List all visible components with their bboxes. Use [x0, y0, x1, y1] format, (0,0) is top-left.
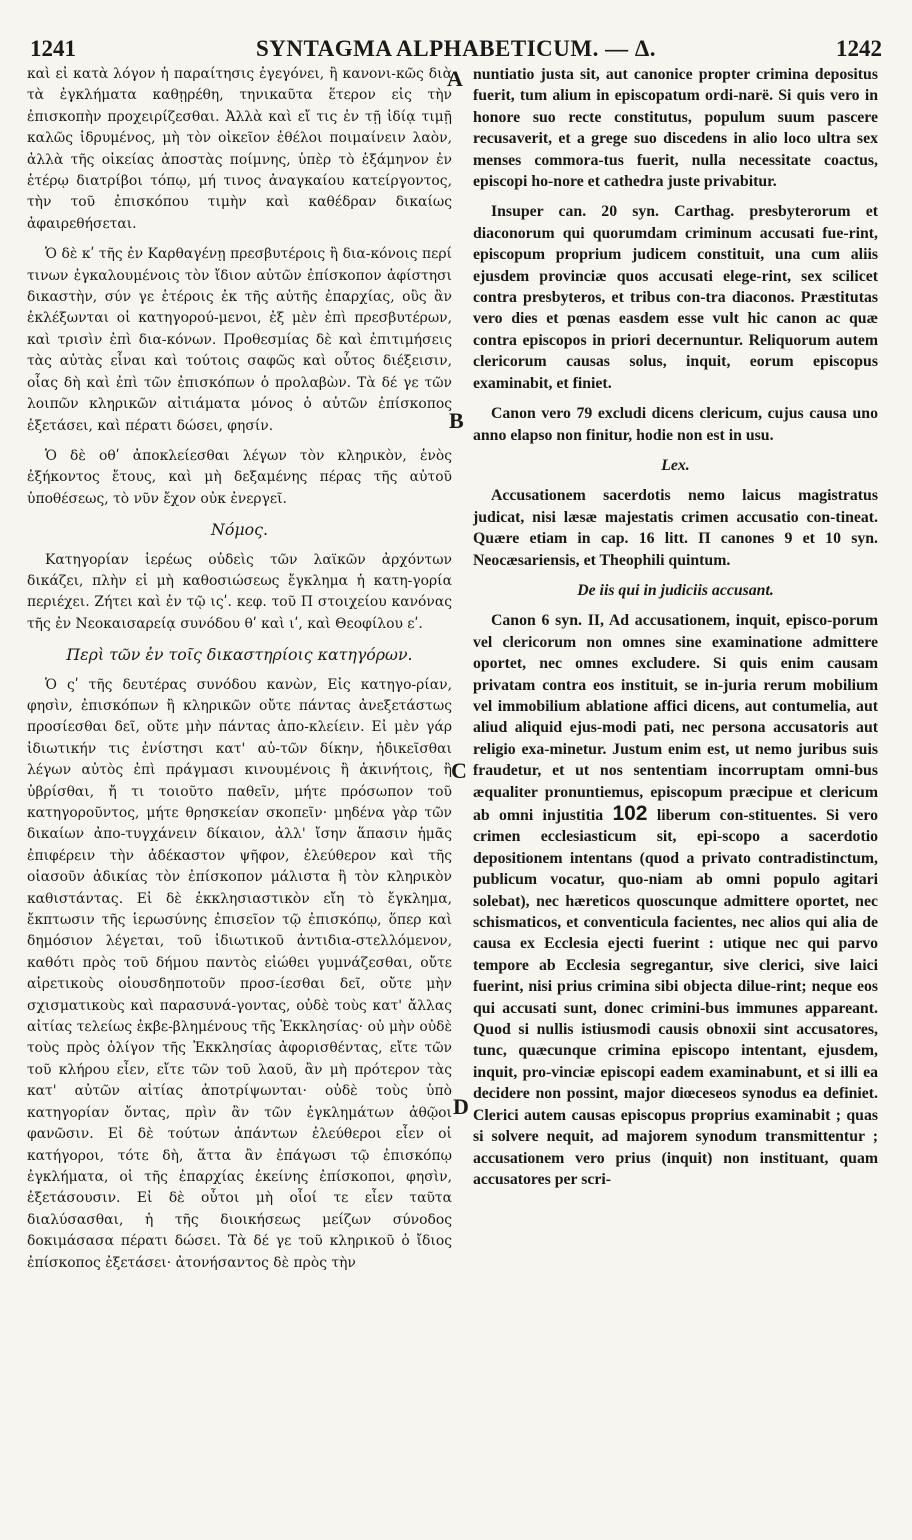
latin-heading-accusers: De iis qui in judiciis accusant. — [577, 581, 774, 599]
greek-paragraph-1: καὶ εἰ κατὰ λόγον ἡ παραίτησις ἐγεγόνει, ἢ κανονι-κῶς διὰ τὰ ἐγκλήματα καθῃρέθη, τηνικαῦτα ἕτερον εἰς τὴν ἐπισκοπὴν προχειρίζεσθαι. Ἀλλὰ καὶ εἴ τις ἐν τῇ ἰδίᾳ τιμῇ καλῶς ἱδρυμένος, μὴ τὸν οἰκεῖον ἐθέλοι ποιμαίνειν λαὸν, ἀλλὰ τῆς οἰκείας ἀποστὰς ποίμνης, ὑπὲρ τὸ ἑξάμηνον ἐν ἑτέρῳ διατρίβοι τόπῳ, μή τινος ἀναγκαίου κατείργοντος, τὴν τοῦ ἐπισκόπου τιμὴν καὶ καθέδραν δικαίως ἀφαιρεθήσεται. — [27, 66, 452, 232]
latin-paragraph-5a: Canon 6 syn. II, Ad accusationem, inquit, episco-porum vel clericorum non omnes sine examinatione admittere oportet, nec omnes excludere. Si quis enim causam privatam contra eos instituit, se in-juria rerum mobilium vel immobilium ablatione affici dicens, aut contumelia, aut aliud aliquid ejus-modi pati, nec persona accusatoris aut religio exa-minetur. Justum enim est, ut nemo juribus suis fraudetur, et ut nos sententiam incorruptam omni-bus æqualiter pronuntiemus, episcopum præcipue et clericum ab omni injustitia — [473, 612, 878, 824]
greek-paragraph-4: Κατηγορίαν ἱερέως οὐδεὶς τῶν λαϊκῶν ἀρχόντων δικάζει, πλὴν εἰ μὴ καθοσιώσεως ἔγκλημα ἡ κατη-γορία περιέχει. Ζήτει καὶ ἐν τῷ ιςʹ. κεφ. τοῦ Π στοιχείου κανόνας τῆς ἐν Νεοκαισαρείᾳ συνόδου θʹ καὶ ιʹ, καὶ Θεοφίλου εʹ. — [27, 551, 452, 632]
latin-paragraph-5 — [473, 610, 878, 1190]
column-number: 102 — [612, 802, 648, 825]
latin-paragraph-1: nuntiatio justa sit, aut canonice propter crimina depositus fuerit, tum alium in episcopatum ordi-narë. Si quis vero in honore suo recte constitutus, populum suum pascere recusaverit, et a grege suo discedens in alio loco ultra sex menses commora-tus fuerit, nulla necessitate coactus, episcopi ho-nore et cathedra juste privabitur. — [473, 66, 878, 191]
greek-paragraph-2: Ὁ δὲ κʹ τῆς ἐν Καρθαγένῃ πρεσβυτέροις ἢ δια-κόνοις περί τινων ἐγκαλουμένοις τὸν ἴδιον αὐτῶν ἐπίσκοπον ἀφίστησι δικαστὴν, σύν γε ἑτέροις ἐκ τῆς αὐτῆς ἐπαρχίας, οὓς ἂν ἐκλέξωνται οἱ κατηγορού-μενοι, ἐξ μὲν ἐπὶ πρεσβυτέρων, καὶ τρισὶν ἐπὶ δια-κόνων. Προθεσμίας δὲ καὶ ἐπιτιμήσεις τὰς αὐτὰς εἶναι καὶ τούτοις σαφῶς καὶ οὗτος διέξεισιν, οἷας δὴ καὶ ἐπὶ τῶν ἐπισκόπων ὁ προλαβὼν. Τὰ δέ γε τῶν λοιπῶν κληρικῶν αἰτιάματα μόνος ὁ αὐτῶν ἐπίσκοπος ἐξετάσει, καὶ πέρατι δώσει, φησίν. — [27, 246, 452, 434]
latin-paragraph-2: Insuper can. 20 syn. Carthag. presbyterorum et diaconorum qui quorumdam criminum accusati fue-rint, episcopum proprium judicem constituit, una cum aliis ejusdem provinciæ quos accusati elege-rint, sex scilicet contra presbyteros, et tribus con-tra diaconos. Præstitutas vero dies et pœnas easdem esse vult hic canon ac quæ contra episcopos in priori decernuntur. Reliquorum autem clericorum causas solus, inquit, eorum episcopus examinabit, et finiet. — [473, 203, 878, 392]
greek-heading-accusers: Περὶ τῶν ἐν τοῖς δικαστηρίοις κατηγόρων. — [66, 645, 413, 665]
section-marker-d: D — [453, 1094, 469, 1119]
latin-paragraph-4: Accusationem sacerdotis nemo laicus magistratus judicat, nisi læsæ majestatis crimen accusatio con-tineat. Quære etiam in cap. 16 litt. Π canones 9 et 10 syn. Neocæsariensis, et Theophili quintum. — [473, 487, 878, 569]
greek-heading-nomos: Νόμος. — [211, 520, 268, 540]
section-marker-c: C — [451, 758, 467, 783]
running-title: SYNTAGMA ALPHABETICUM. — Δ. — [256, 36, 656, 61]
latin-paragraph-5b: liberum con-stituentes. Si vero crimen ecclesiasticum sit, epi-scopo a sacerdotio depositionem intentans (quod a privato contradistinctum, publicum vocatur, quo-niam ab omni populo agitari solebat), nec hæreticos quoscunque admittere oportet, nec schismaticos, et conventicula facientes, nec alios qui alia de causa ex Ecclesia ejecti fuerint : utique nec qui parvo tempore ab Ecclesia segregantur, sive clerici, sive laici fuerint, nisi prius crimina sibi objecta dilue-rint; neque eos qui accusati sunt, donec crimini-bus immunes appareant. Quod si nullis istiusmodi causis obnoxii sint accusatores, tunc, quæcunque crimina episcopo intentant, ejusdem, inquit, pro-vinciæ episcopi eadem examinabunt, et si illi ea decidere non possint, major diœceseos synodus ea definiet. Clerici autem causas episcopus proprius examinabit ; quas si solvere nequit, ad majorem synodum transmittentur ; accusationem vero prius (inquit) non instituant, quam accusatores per scri- — [473, 807, 878, 1188]
page-number-left: 1241 — [30, 36, 76, 61]
greek-column — [27, 64, 452, 1283]
latin-paragraph-3: Canon vero 79 excludi dicens clericum, cujus causa uno anno elapso non finitur, hodie non est in usu. — [473, 405, 878, 444]
greek-paragraph-3: Ὁ δὲ οθʹ ἀποκλείεσθαι λέγων τὸν κληρικὸν, ἑνὸς ἐξήκοντος ἔτους, καὶ μὴ δεξαμένης πέρας τῆς αὐτοῦ ὑποθέσεως, τὸ νῦν ἔχον οὐκ ἐνεργεῖ. — [27, 447, 452, 507]
section-marker-b: B — [449, 408, 464, 433]
greek-paragraph-5: Ὁ ςʹ τῆς δευτέρας συνόδου κανὼν, Εἰς κατηγο-ρίαν, φησὶν, ἐπισκόπων ἢ κληρικῶν οὔτε πάντας ἀνεξετάστως προσίεσθαι δεῖ, οὔτε μὴν πάντας ἀπο-κλείειν. Εἰ μὲν γάρ ἰδιωτικήν τις ἐνίστησι κατ' αὐ-τῶν δίκην, ἠδικεῖσθαι λέγων αὐτὸς ἐπὶ πράγμασι κινουμένοις ἢ ἀκινήτοις, ἢ ὑβρίσθαι, ἤ τι τοιοῦτο παθεῖν, μήτε πρόσωπον τοῦ κατηγοροῦντος, μήτε θρησκείαν σκοπεῖν· μηδένα γὰρ τῶν δικαίων ἀπο-τυγχάνειν δίκαιον, ἀλλ' ἴσην ἅπασιν ἡμᾶς ἐπιφέρειν τὴν ἀδέκαστον ψῆφον, ἐλεύθερον καὶ τῆς οἱασοῦν ἀδικίας τὸν ἐπίσκοπον μάλιστα ἢ τὸν κληρικὸν καθιστάντας. Εἰ δὲ ἐκκλησιαστικὸν εἴη τὸ ἔγκλημα, ἔκπτωσιν τῆς ἱερωσύνης ἐπισεῖον τῷ ἐπισκόπῳ, ὅπερ καὶ δημόσιον λέγεται, τοῦ ἰδιωτικοῦ ἀντιδια-στελλόμενον, καθότι πρὸς τοῦ δήμου παντὸς εἰώθει γυμνάζεσθαι, οὔτε αἱρετικοὺς οἱουσδηποτοῦν προσ-ίεσθαι δεῖ, οὔτε μὴν σχισματικοὺς καὶ παρασυνά-γοντας, οὐδὲ τοὺς κατ' ἄλλας αἰτίας τελείως ἐκβε-βλημένους τῆς Ἐκκλησίας· οὐ μὴν οὐδὲ τοὺς πρὸς ὀλίγον τῆς Ἐκκλησίας ἀφορισθέντας, εἴτε τῶν τοῦ κλήρου εἶεν, εἴτε τῶν τοῦ λαοῦ, ἂν μὴ πρότερον τὰς κατ' αὐτῶν αἰτίας ἀποτρίψωνται· οὐδὲ τοὺς ὑπὸ κατηγορίαν ὄντας, πρὶν ἂν τῶν ἐγκλημάτων ἀθῷοι φανῶσιν. Εἰ δὲ τούτων ἁπάντων ἐλεύθεροι εἶεν οἱ κατήγοροι, τότε δὴ, ἅττα ἂν ἐπάγωσι τῷ ἐπισκόπῳ ἐγκλήματα, οἱ τῆς ἐπαρχίας ἐκείνης ἐπίσκοποι, φησὶν, ἐξετάσουσιν. Εἰ δὲ οὗτοι μὴ οἷοί τε εἶεν ταῦτα διαλύσασθαι, ἡ τῆς διοικήσεως μείζων σύνοδος δοκιμάσασα πέρατι δώσει. Τὰ δέ γε τοῦ κληρικοῦ ὁ ἴδιος ἐπίσκοπος ἐξετάσει· ἀτονήσαντος δὲ πρὸς τὴν — [27, 676, 452, 1271]
running-header — [30, 36, 882, 62]
latin-column — [473, 64, 878, 1199]
section-marker-a: A — [447, 66, 463, 91]
page-number-right: 1242 — [836, 36, 882, 61]
latin-heading-lex: Lex. — [661, 456, 690, 474]
